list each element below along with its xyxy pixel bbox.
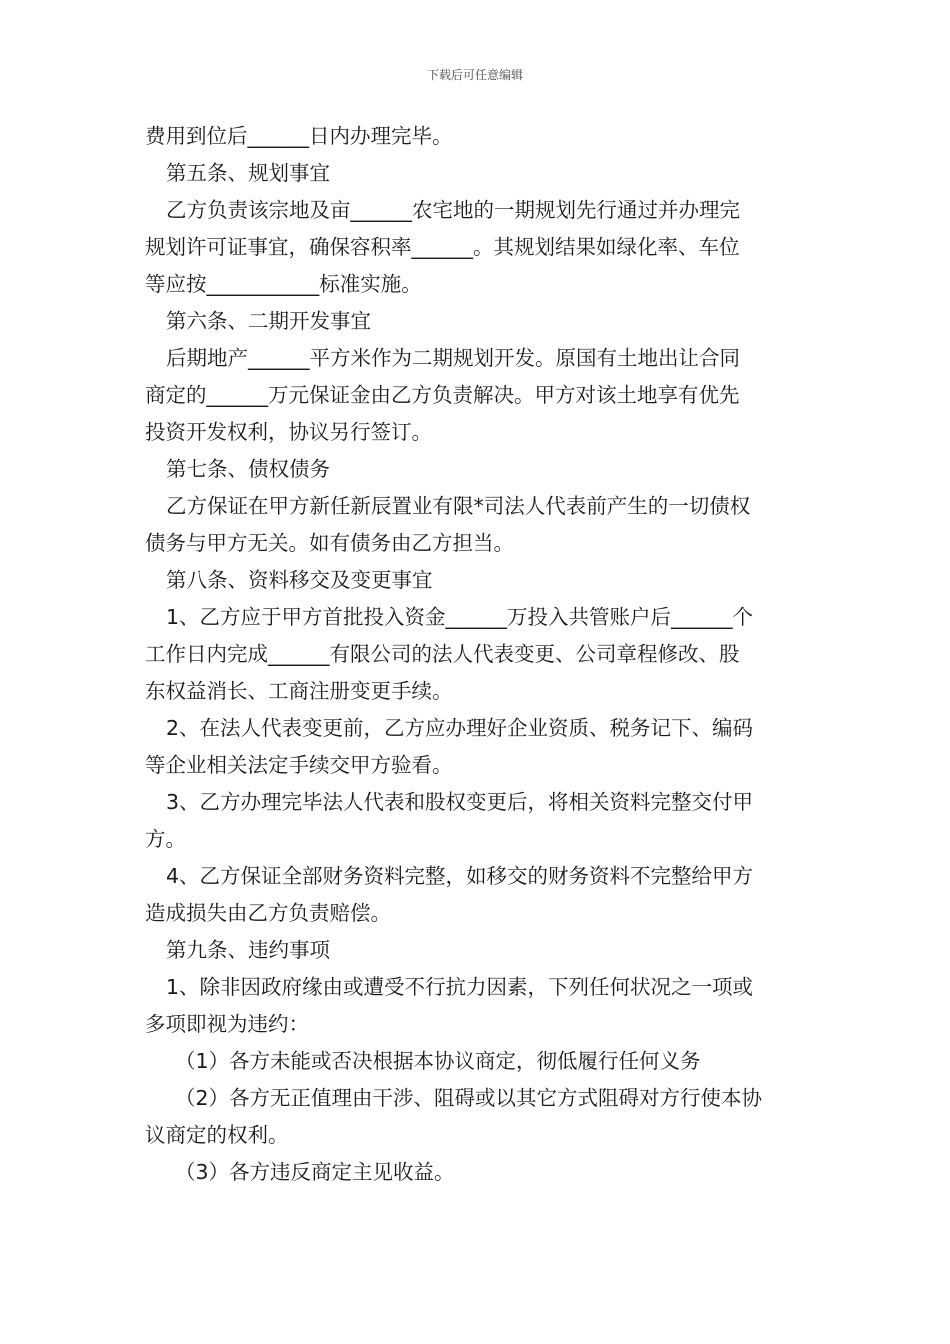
text-line: 造成损失由乙方负责赔偿。 [145, 901, 391, 925]
text-line: 4、乙方保证全部财务资料完整，如移交的财务资料不完整给甲方 [166, 864, 754, 888]
page-header: 下载后可任意编辑 [426, 68, 523, 82]
text-line: （1）各方未能或否决根据本协议商定，彻低履行任何义务 [175, 1049, 701, 1073]
text-line: 1、除非因政府缘由或遭受不行抗力因素，下列任何状况之一项或 [166, 975, 754, 999]
text-line: 费用到位后______日内办理完毕。 [145, 124, 453, 148]
text-line: 方。 [145, 827, 186, 851]
document-body [145, 118, 813, 1191]
text-line: 规划许可证事宜，确保容积率______。其规划结果如绿化率、车位 [145, 235, 740, 259]
text-line: 2、在法人代表变更前，乙方应办理好企业资质、税务记下、编码 [166, 716, 754, 740]
text-line: 工作日内完成______有限公司的法人代表变更、公司章程修改、股 [145, 642, 740, 666]
text-line: 乙方负责该宗地及亩______农宅地的一期规划先行通过并办理完 [166, 198, 740, 222]
section-heading-8: 第八条、资料移交及变更事宜 [166, 568, 433, 592]
text-line: （3）各方违反商定主见收益。 [175, 1160, 455, 1184]
text-line: 1、乙方应于甲方首批投入资金______万投入共管账户后______个 [166, 605, 754, 629]
text-line: 议商定的权利。 [145, 1123, 289, 1147]
text-line: 东权益消长、工商注册变更手续。 [145, 679, 453, 703]
text-line: 后期地产______平方米作为二期规划开发。原国有土地出让合同 [166, 346, 740, 370]
section-heading-9: 第九条、违约事项 [166, 938, 330, 962]
text-line: 等企业相关法定手续交甲方验看。 [145, 753, 453, 777]
section-heading-5: 第五条、规划事宜 [166, 161, 330, 185]
text-line: 投资开发权利，协议另行签订。 [145, 420, 432, 444]
section-heading-6: 第六条、二期开发事宜 [166, 309, 371, 333]
section-heading-7: 第七条、债权债务 [166, 457, 330, 481]
text-line: 乙方保证在甲方新任新辰置业有限*司法人代表前产生的一切债权 [166, 494, 751, 518]
text-line: 多项即视为违约： [145, 1012, 309, 1036]
text-line: （2）各方无正值理由干涉、阻碍或以其它方式阻碍对方行使本协 [175, 1086, 763, 1110]
text-line: 3、乙方办理完毕法人代表和股权变更后，将相关资料完整交付甲 [166, 790, 754, 814]
text-line: 商定的______万元保证金由乙方负责解决。甲方对该土地享有优先 [145, 383, 740, 407]
text-line: 等应按___________标准实施。 [145, 272, 422, 296]
text-line: 债务与甲方无关。如有债务由乙方担当。 [145, 531, 514, 555]
